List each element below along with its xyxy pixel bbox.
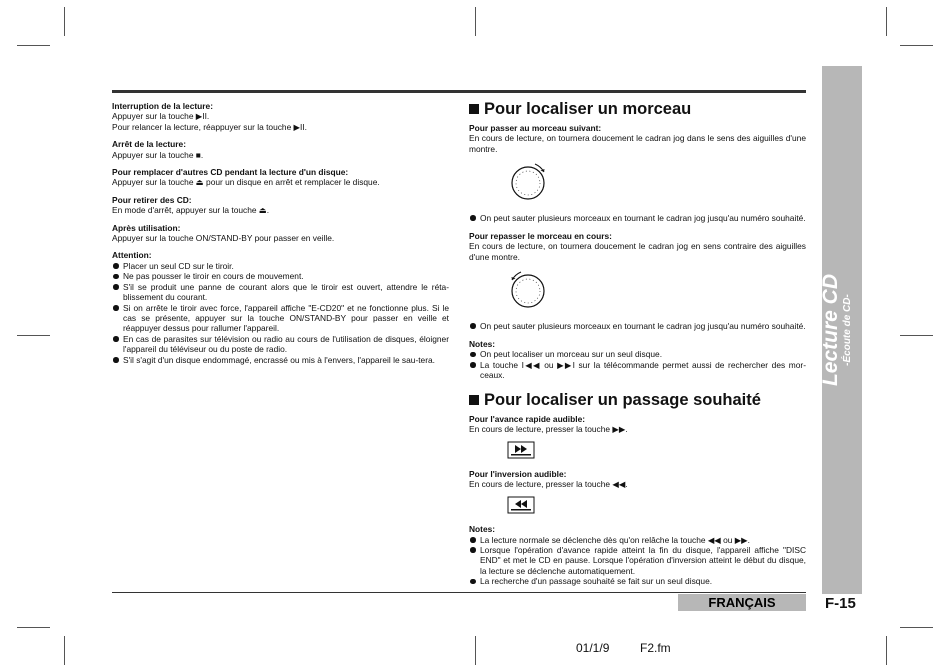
stop-line: Appuyer sur la touche ■. <box>112 149 204 160</box>
crop-mark <box>900 45 933 46</box>
jog-dial-counterclockwise-icon <box>507 268 549 310</box>
footer-filename: F2.fm <box>640 641 671 655</box>
language-badge: FRANÇAIS <box>678 594 806 611</box>
side-tab-title: Lecture CD <box>819 273 842 387</box>
caution-item: S'il se produit une panne de courant alors que le tiroir est ouvert, attendre le réta-blissement du courant. <box>112 282 449 303</box>
passage-note-item: Lorsque l'opération d'avance rapide atteint la fin du disque, l'appareil affiche "DISC END" et met le CD en pause. Lorsque l'opération d'inversion atteint le début du disque, la lecture se déclenche automatiquement. <box>469 545 806 576</box>
crop-mark <box>475 7 476 36</box>
back-track-bullet: On peut sauter plusieurs morceaux en tournant le cadran jog jusqu'au numéro souhaité. <box>469 321 806 331</box>
stop-heading: Arrêt de la lecture: <box>112 139 187 150</box>
locate-passage-title-text: Pour localiser un passage souhaité <box>484 390 761 409</box>
replace-line: Appuyer sur la touche ⏏ pour un disque en arrêt et remplacer le disque. <box>112 177 380 188</box>
caution-item: En cas de parasites sur télévision ou radio au cours de l'utilisation de disques, éloigner l'appareil du téléviseur ou du poste de radio. <box>112 334 449 355</box>
right-column <box>469 99 806 587</box>
locate-note-item: La touche I◀◀ ou ▶▶I sur la télécommande permet aussi de rechercher des mor-ceaux. <box>469 360 806 381</box>
crop-mark <box>64 7 65 36</box>
rewind-text: En cours de lecture, presser la touche ◀◀. <box>469 479 628 490</box>
section-square-icon <box>469 104 479 114</box>
back-track-heading: Pour repasser le morceau en cours: <box>469 231 612 242</box>
crop-mark <box>17 45 50 46</box>
caution-item: Placer un seul CD sur le tiroir. <box>112 261 449 271</box>
locate-note-item: On peut localiser un morceau sur un seul disque. <box>469 349 806 359</box>
crop-mark <box>475 636 476 665</box>
next-track-bullets <box>469 213 806 223</box>
next-track-text: En cours de lecture, on tournera doucement le cadran jog dans le sens des aiguilles d'une montre. <box>469 133 806 154</box>
after-use-line: Appuyer sur la touche ON/STAND-BY pour passer en veille. <box>112 233 335 244</box>
fast-forward-button-icon <box>507 441 535 459</box>
rewind-heading: Pour l'inversion audible: <box>469 468 567 479</box>
pause-line: Appuyer sur la touche ▶II. <box>112 111 210 122</box>
replace-section <box>112 167 449 188</box>
pause-section <box>112 101 449 132</box>
crop-mark <box>17 627 50 628</box>
fast-forward-heading: Pour l'avance rapide audible: <box>469 413 586 424</box>
passage-notes-list <box>469 535 806 587</box>
back-track-text: En cours de lecture, on tournera doucement le cadran jog en sens contraire des aiguilles d'une montre. <box>469 241 806 262</box>
remove-line: En mode d'arrêt, appuyer sur la touche ⏏. <box>112 205 270 216</box>
side-tab-subtitle: -Écoute de CD- <box>842 294 853 366</box>
caution-section <box>112 250 449 364</box>
top-rule <box>112 90 806 93</box>
section-square-icon <box>469 395 479 405</box>
footer-date: 01/1/9 <box>576 641 610 655</box>
rewind-button-icon <box>507 496 535 514</box>
next-track-heading: Pour passer au morceau suivant: <box>469 123 602 133</box>
after-use-heading: Après utilisation: <box>112 222 181 233</box>
fast-forward-text: En cours de lecture, presser la touche ▶▶. <box>469 424 628 435</box>
stop-section <box>112 139 449 160</box>
locate-track-title-text: Pour localiser un morceau <box>484 100 692 118</box>
back-track-bullets <box>469 321 806 331</box>
locate-notes-heading: Notes: <box>469 339 496 350</box>
passage-note-item: La recherche d'un passage souhaité se fait sur un seul disque. <box>469 576 806 586</box>
remove-heading: Pour retirer des CD: <box>112 194 192 205</box>
crop-mark <box>886 636 887 665</box>
next-track-bullet: On peut sauter plusieurs morceaux en tournant le cadran jog jusqu'au numéro souhaité. <box>469 213 806 223</box>
bottom-rule <box>112 592 806 593</box>
locate-passage-title <box>469 390 806 410</box>
passage-note-item: La lecture normale se déclenche dès qu'on relâche la touche ◀◀ ou ▶▶. <box>469 535 806 545</box>
locate-notes-list <box>469 349 806 380</box>
after-use-section <box>112 223 449 244</box>
remove-section <box>112 195 449 216</box>
crop-mark <box>64 636 65 665</box>
page-number: F-15 <box>825 595 856 612</box>
caution-list <box>112 261 449 365</box>
crop-mark <box>886 7 887 36</box>
pause-line: Pour relancer la lecture, réappuyer sur la touche ▶II. <box>112 121 307 132</box>
pause-heading: Interruption de la lecture: <box>112 101 213 111</box>
crop-mark <box>17 335 50 336</box>
replace-heading: Pour remplacer d'autres CD pendant la lecture d'un disque: <box>112 167 349 178</box>
jog-dial-clockwise-icon <box>507 160 549 202</box>
caution-item: Ne pas pousser le tiroir en cours de mouvement. <box>112 271 449 281</box>
left-column <box>112 101 449 372</box>
caution-item: Si on arrête le tiroir avec force, l'appareil affiche "E-CD20" et ne fonctionne plus. Si le cas se présente, appuyer sur la touche ON/STAND-BY pour passer en veille et réappuyer dessus pour rallumer l'appareil. <box>112 303 449 334</box>
caution-item: S'il s'agit d'un disque endommagé, encrassé ou mis à l'envers, l'appareil le sau-tera. <box>112 355 449 365</box>
passage-notes-heading: Notes: <box>469 524 496 535</box>
locate-track-title <box>469 99 806 119</box>
crop-mark <box>900 627 933 628</box>
crop-mark <box>900 335 933 336</box>
caution-heading: Attention: <box>112 250 152 261</box>
